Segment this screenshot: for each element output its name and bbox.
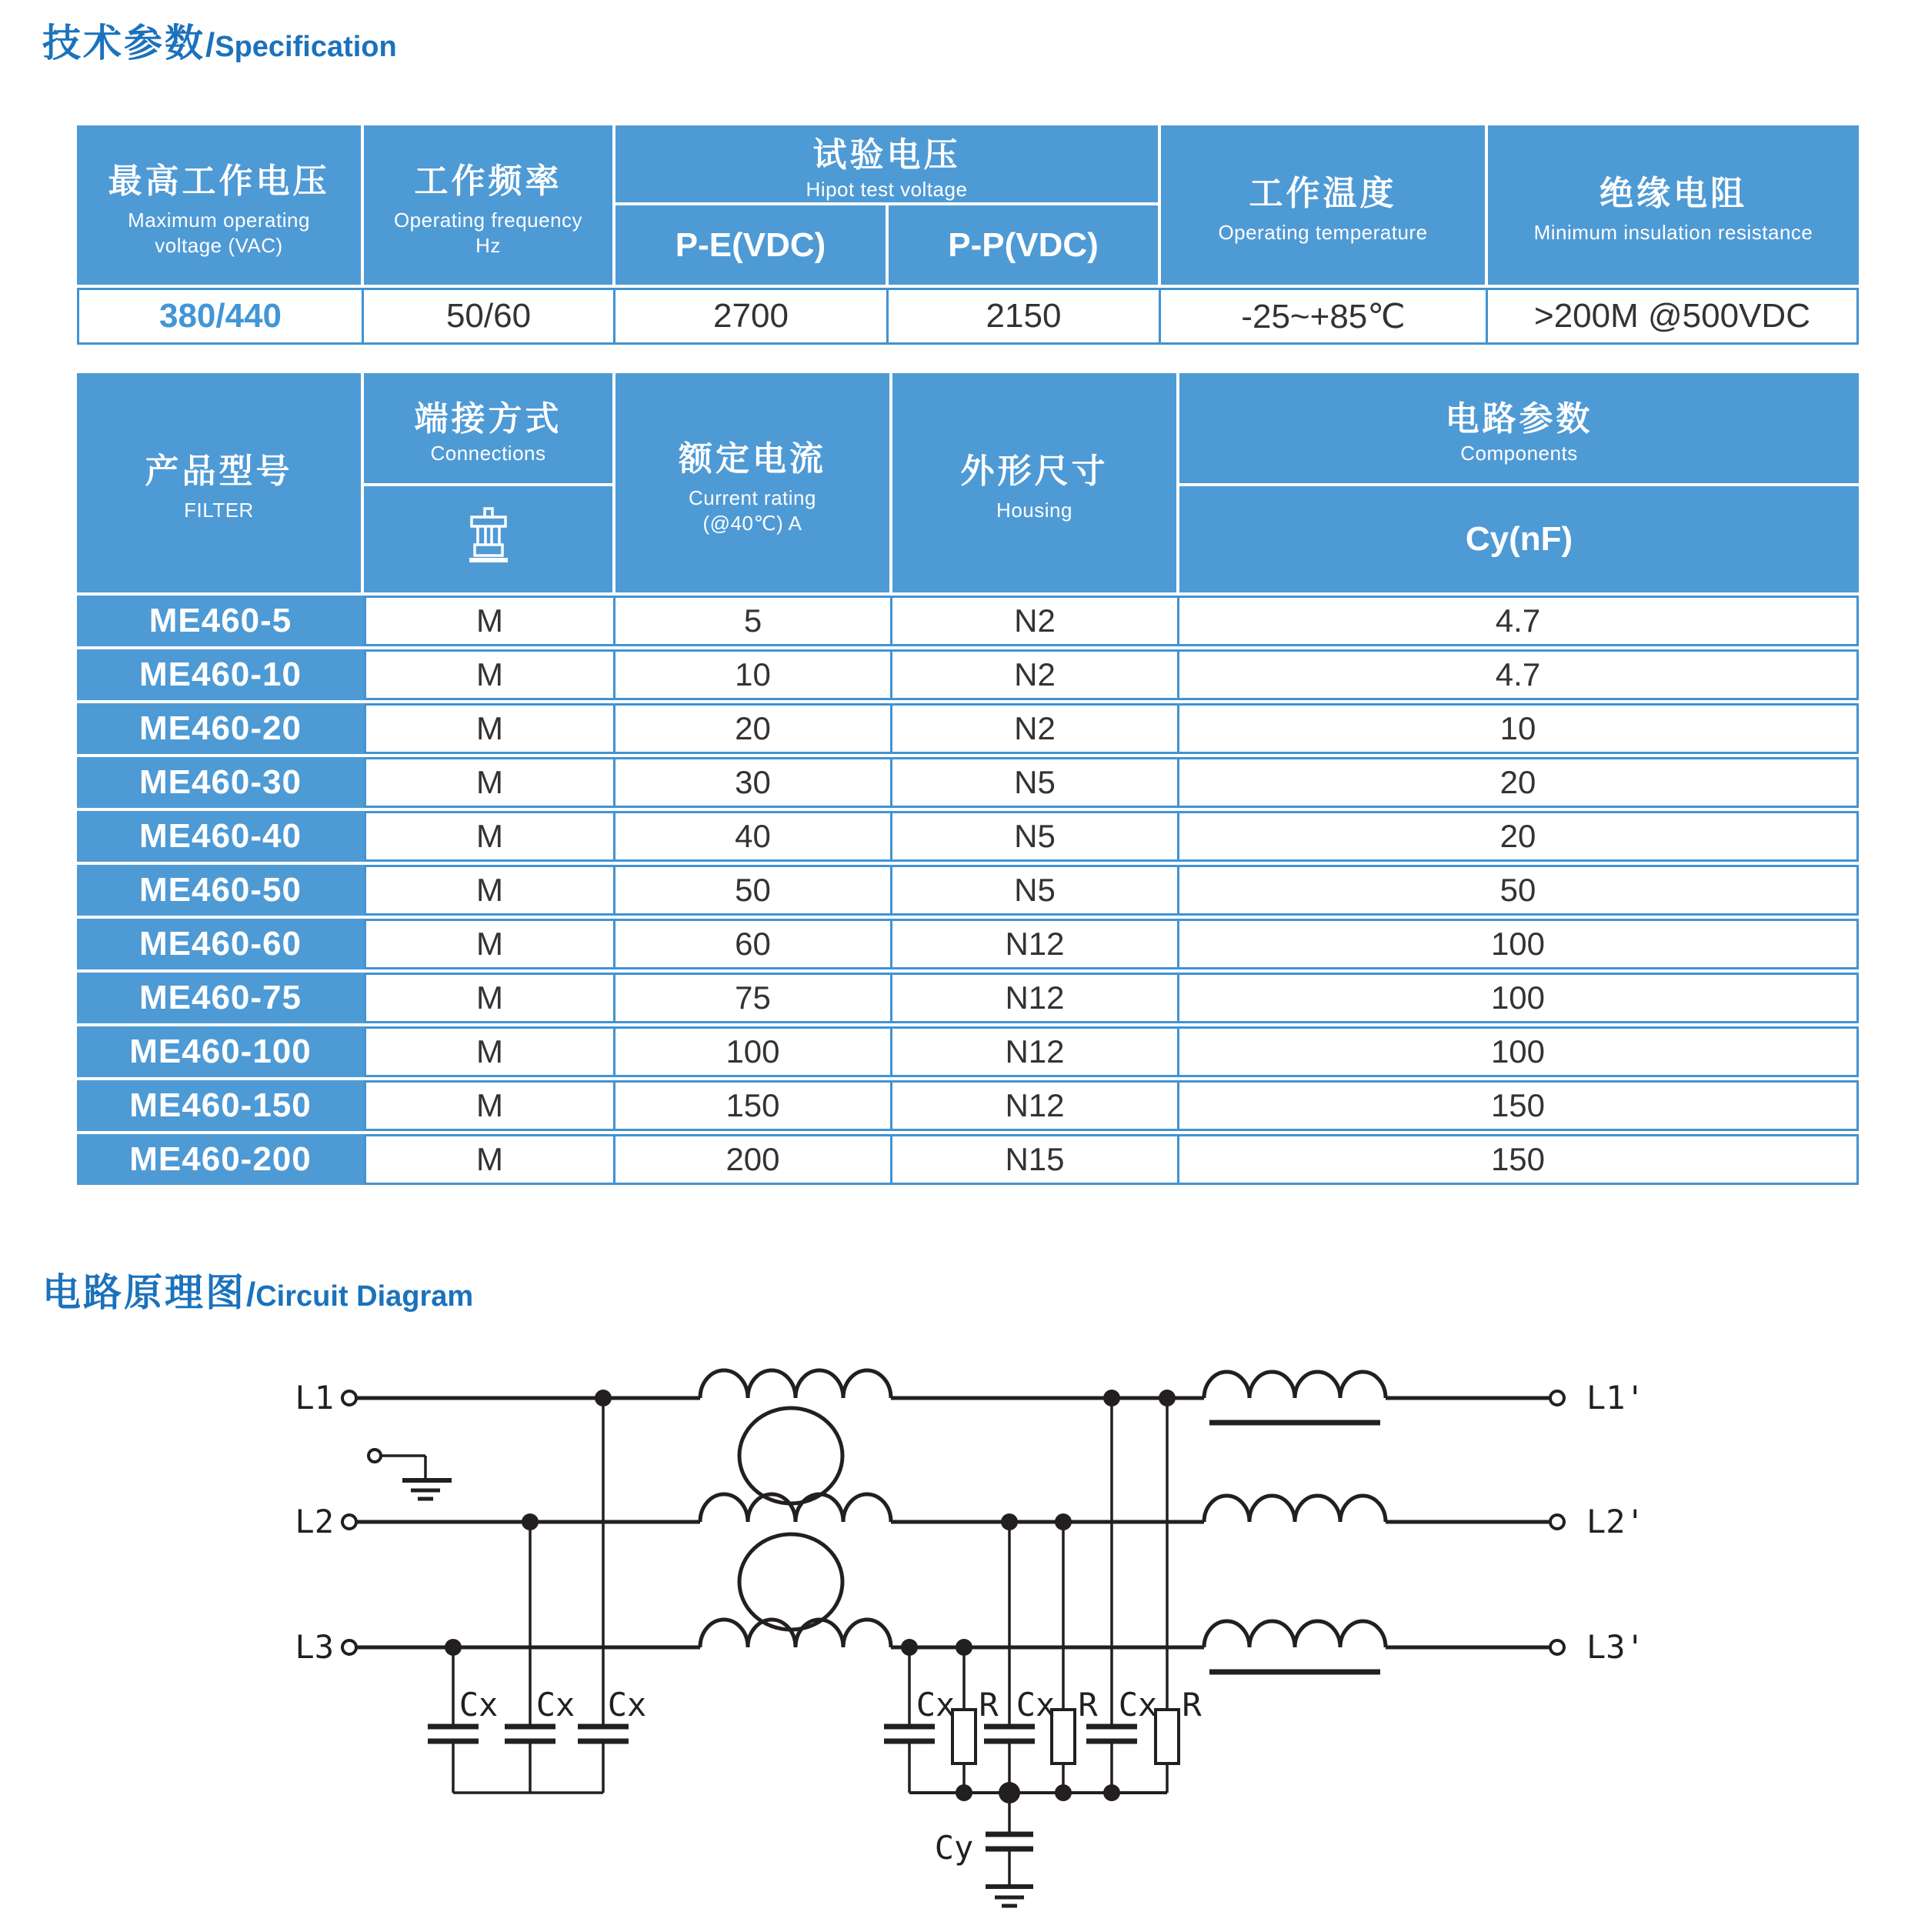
- model-cell: ME460-60: [77, 919, 364, 969]
- model-cell: ME460-30: [77, 757, 364, 808]
- header-max-voltage: 最高工作电压 Maximum operating voltage (VAC): [77, 125, 361, 285]
- label-l2: L2: [295, 1503, 334, 1540]
- housing-cell: N5: [890, 757, 1179, 808]
- label-l3-out: L3': [1586, 1628, 1645, 1666]
- label-cy: Cy: [934, 1829, 974, 1867]
- spec-table-header: [77, 125, 1859, 285]
- table-row: [77, 757, 1859, 808]
- header-hipot-pp: P-P(VDC): [889, 205, 1158, 285]
- label-cx-5: Cx: [1016, 1686, 1056, 1723]
- table-row: [77, 865, 1859, 916]
- value-temperature: -25~+85℃: [1159, 288, 1488, 345]
- label-cx-4: Cx: [916, 1686, 956, 1723]
- header-hipot-pe: P-E(VDC): [615, 205, 886, 285]
- choke-core-ellipse-1: [739, 1408, 842, 1503]
- header-hipot-group: [615, 125, 1158, 285]
- header-temperature: 工作温度 Operating temperature: [1161, 125, 1485, 285]
- connection-cell: M: [364, 1080, 615, 1131]
- current-cell: 150: [613, 1080, 892, 1131]
- table-row: [77, 811, 1859, 862]
- label-r-2: R: [1078, 1686, 1098, 1723]
- terminal-l1-out: [1550, 1391, 1564, 1405]
- header-connection: 端接方式 Connections: [364, 373, 612, 483]
- table-row: [77, 973, 1859, 1023]
- value-hipot-pp: 2150: [886, 288, 1161, 345]
- current-cell: 10: [613, 649, 892, 700]
- model-cell: ME460-5: [77, 596, 364, 646]
- circuit-title-separator: /: [246, 1276, 256, 1313]
- resistor-r3: [1156, 1710, 1179, 1763]
- cy-cell: 50: [1177, 865, 1859, 916]
- housing-cell: N12: [890, 973, 1179, 1023]
- housing-cell: N15: [890, 1134, 1179, 1185]
- spec-title-zh: 技术参数: [42, 22, 205, 65]
- terminal-earth: [369, 1450, 381, 1462]
- circuit-section-title: [42, 1262, 473, 1317]
- label-cx-1: Cx: [459, 1686, 499, 1723]
- connection-cell: M: [364, 811, 615, 862]
- connection-cell: M: [364, 1134, 615, 1185]
- model-cell: ME460-150: [77, 1080, 364, 1131]
- table-row: [77, 596, 1859, 646]
- value-hipot-pe: 2700: [613, 288, 889, 345]
- current-cell: 30: [613, 757, 892, 808]
- header-connection-icon-cell: [364, 486, 612, 592]
- value-max-voltage: 380/440: [77, 288, 364, 345]
- cy-capacitor: [986, 1793, 1033, 1887]
- terminal-l1: [342, 1391, 356, 1405]
- terminal-block-icon: [465, 506, 512, 572]
- resistor-r1: [952, 1710, 976, 1763]
- connection-cell: M: [364, 919, 615, 969]
- cy-cell: 100: [1177, 1026, 1859, 1077]
- header-insulation: 绝缘电阻 Minimum insulation resistance: [1488, 125, 1859, 285]
- table-row: [77, 919, 1859, 969]
- cy-cell: 10: [1177, 703, 1859, 754]
- cx-bank-left-plates: [428, 1727, 629, 1741]
- cy-cell: 4.7: [1177, 596, 1859, 646]
- spec-title-en: Specification: [215, 31, 397, 63]
- current-cell: 100: [613, 1026, 892, 1077]
- cy-cell: 4.7: [1177, 649, 1859, 700]
- terminal-l2-out: [1550, 1515, 1564, 1529]
- housing-cell: N5: [890, 865, 1179, 916]
- circuit-title-en: Circuit Diagram: [255, 1280, 474, 1313]
- circuit-title-zh: 电路原理图: [42, 1271, 246, 1314]
- housing-cell: N12: [890, 919, 1179, 969]
- current-cell: 60: [613, 919, 892, 969]
- circuit-diagram: [0, 1331, 1908, 1932]
- terminal-l3: [342, 1640, 356, 1654]
- cy-cell: 150: [1177, 1134, 1859, 1185]
- value-insulation: >200M @500VDC: [1486, 288, 1859, 345]
- header-cy-nf: Cy(nF): [1179, 486, 1859, 592]
- housing-cell: N2: [890, 596, 1179, 646]
- header-frequency: 工作频率 Operating frequency Hz: [364, 125, 612, 285]
- model-cell: ME460-50: [77, 865, 364, 916]
- label-r-1: R: [979, 1686, 999, 1723]
- connection-cell: M: [364, 596, 615, 646]
- connection-cell: M: [364, 703, 615, 754]
- earth-symbol-input: [381, 1456, 452, 1499]
- header-components-group: [1179, 373, 1859, 592]
- current-cell: 20: [613, 703, 892, 754]
- header-components: 电路参数 Components: [1179, 373, 1859, 483]
- label-l1: L1: [295, 1379, 334, 1416]
- current-cell: 5: [613, 596, 892, 646]
- product-table-header: [77, 373, 1859, 592]
- current-cell: 75: [613, 973, 892, 1023]
- spec-section-title: [42, 12, 397, 68]
- choke-stage1-coils: [700, 1370, 891, 1647]
- label-cx-6: Cx: [1118, 1686, 1158, 1723]
- label-cx-2: Cx: [535, 1686, 575, 1723]
- label-r-3: R: [1182, 1686, 1202, 1723]
- resistor-r2: [1052, 1710, 1075, 1763]
- product-rows: [77, 596, 1859, 1185]
- model-cell: ME460-40: [77, 811, 364, 862]
- header-model: 产品型号 FILTER: [77, 373, 361, 592]
- terminal-l2: [342, 1515, 356, 1529]
- housing-cell: N2: [890, 649, 1179, 700]
- current-cell: 40: [613, 811, 892, 862]
- connection-cell: M: [364, 757, 615, 808]
- earth-symbol-cy: [986, 1887, 1033, 1906]
- spec-values-row: [77, 288, 1859, 345]
- header-housing: 外形尺寸 Housing: [892, 373, 1176, 592]
- label-l2-out: L2': [1586, 1503, 1645, 1540]
- current-cell: 200: [613, 1134, 892, 1185]
- model-cell: ME460-200: [77, 1134, 364, 1185]
- label-l3: L3: [295, 1628, 334, 1666]
- connection-cell: M: [364, 649, 615, 700]
- cy-cell: 150: [1177, 1080, 1859, 1131]
- housing-cell: N2: [890, 703, 1179, 754]
- connection-cell: M: [364, 973, 615, 1023]
- header-hipot: 试验电压 Hipot test voltage: [615, 125, 1158, 202]
- table-row: [77, 1026, 1859, 1077]
- cy-cell: 100: [1177, 973, 1859, 1023]
- choke-core-ellipse-2: [739, 1534, 842, 1630]
- label-l1-out: L1': [1586, 1379, 1645, 1416]
- header-current: 额定电流 Current rating (@40℃) A: [615, 373, 889, 592]
- table-row: [77, 703, 1859, 754]
- cx-bank-left-wires: [453, 1398, 603, 1793]
- product-table: [77, 373, 1859, 1185]
- connection-cell: M: [364, 865, 615, 916]
- current-cell: 50: [613, 865, 892, 916]
- inductor-stage2-coils: [1204, 1372, 1386, 1672]
- cy-cell: 20: [1177, 811, 1859, 862]
- cy-cell: 100: [1177, 919, 1859, 969]
- value-frequency: 50/60: [362, 288, 615, 345]
- cx-r-bank-right-wires: [909, 1398, 1167, 1793]
- connection-cell: M: [364, 1026, 615, 1077]
- model-cell: ME460-10: [77, 649, 364, 700]
- model-cell: ME460-100: [77, 1026, 364, 1077]
- cy-cell: 20: [1177, 757, 1859, 808]
- housing-cell: N12: [890, 1080, 1179, 1131]
- housing-cell: N5: [890, 811, 1179, 862]
- table-row: [77, 649, 1859, 700]
- spec-title-separator: /: [205, 26, 215, 64]
- terminal-l3-out: [1550, 1640, 1564, 1654]
- header-connection-group: [364, 373, 612, 592]
- model-cell: ME460-20: [77, 703, 364, 754]
- table-row: [77, 1134, 1859, 1185]
- specification-table: [77, 125, 1859, 345]
- label-cx-3: Cx: [607, 1686, 647, 1723]
- housing-cell: N12: [890, 1026, 1179, 1077]
- model-cell: ME460-75: [77, 973, 364, 1023]
- cx-bank-right-plates: [884, 1727, 1137, 1741]
- table-row: [77, 1080, 1859, 1131]
